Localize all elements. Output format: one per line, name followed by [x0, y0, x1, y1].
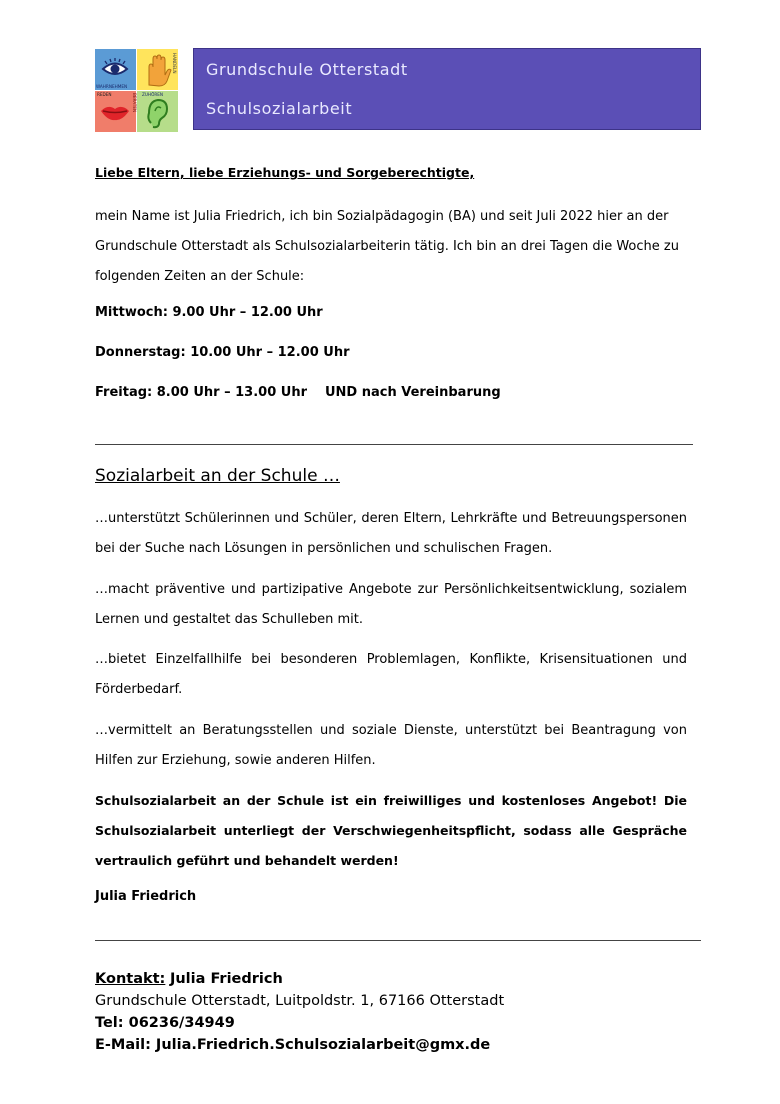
school-logo	[95, 49, 178, 132]
time-friday-extra: UND nach Vereinbarung	[325, 385, 501, 400]
logo-word-4: BERATEN	[132, 93, 137, 113]
section-paragraph: …unterstützt Schülerinnen und Schüler, deren Eltern, Lehrkräfte und Betreuungspersonen bei der Suche nach Lösungen in persönlichen und schulischen Fragen.	[95, 511, 687, 556]
section-paragraph: …macht präventive und partizipative Angebote zur Persönlichkeitsentwicklung, sozialem Lernen und gestaltet das Schulleben mit.	[95, 582, 687, 627]
contact-phone: Tel: 06236/34949	[95, 1015, 235, 1031]
logo-word-1: WAHRNEHMEN	[96, 84, 128, 89]
logo-word-2: HANDELN	[172, 53, 177, 74]
time-thursday: Donnerstag: 10.00 Uhr – 12.00 Uhr	[95, 345, 350, 360]
divider	[95, 940, 701, 941]
section-paragraph: …bietet Einzelfallhilfe bei besonderen Problemlagen, Konflikte, Krisensituationen und Förderbedarf.	[95, 652, 687, 697]
logo-word-3: REDEN	[97, 92, 112, 97]
section-paragraph: …vermittelt an Beratungsstellen und soziale Dienste, unterstützt bei Beantragung von Hilfen zur Erziehung, sowie anderen Hilfen.	[95, 723, 687, 768]
logo-word-5: ZUHÖREN	[142, 92, 164, 97]
school-name: Grundschule Otterstadt	[206, 60, 408, 79]
time-friday	[95, 385, 687, 400]
contact-name: Julia Friedrich	[169, 971, 283, 987]
section-heading: Sozialarbeit an der Schule …	[95, 466, 340, 486]
contact-email: E-Mail: Julia.Friedrich.Schulsozialarbeit@gmx.de	[95, 1037, 491, 1053]
time-wednesday: Mittwoch: 9.00 Uhr – 12.00 Uhr	[95, 305, 323, 320]
contact-block	[95, 968, 504, 1056]
header-banner	[193, 48, 701, 130]
notice-paragraph: Schulsozialarbeit an der Schule ist ein freiwilliges und kostenloses Angebot! Die Schulsozialarbeit unterliegt der Verschwiegenheitspflicht, sodass alle Gespräche vertraulich geführt und behandelt werden!	[95, 793, 687, 868]
contact-label: Kontakt:	[95, 971, 166, 987]
department-name: Schulsozialarbeit	[206, 99, 353, 118]
intro-paragraph: mein Name ist Julia Friedrich, ich bin Sozialpädagogin (BA) und seit Juli 2022 hier an der Grundschule Otterstadt als Schulsozialarbeiterin tätig. Ich bin an drei Tagen die Woche zu folgenden Zeiten an der Schule:	[95, 209, 679, 284]
signature: Julia Friedrich	[95, 889, 197, 904]
divider	[95, 444, 693, 445]
time-friday-hours: Freitag: 8.00 Uhr – 13.00 Uhr	[95, 385, 307, 400]
contact-line	[95, 968, 504, 990]
greeting: Liebe Eltern, liebe Erziehungs- und Sorgeberechtigte,	[95, 165, 475, 180]
logo-graphic	[95, 49, 178, 132]
contact-address: Grundschule Otterstadt, Luitpoldstr. 1, 67166 Otterstadt	[95, 993, 505, 1009]
